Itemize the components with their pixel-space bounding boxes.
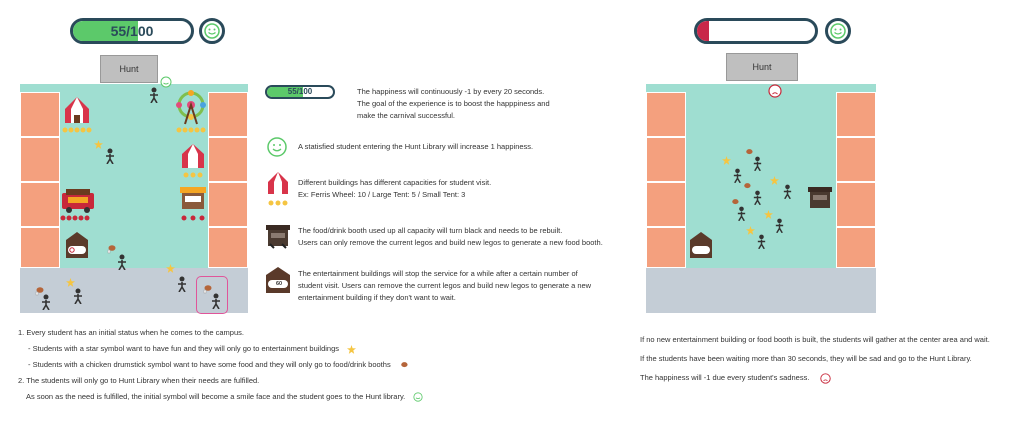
star-icon [347,345,356,354]
hunt-library: Hunt [726,53,798,81]
student-icon [176,276,188,292]
capacity-dots-icon [181,215,205,221]
student-icon [104,148,116,164]
smile-description: A statisfied student entering the Hunt Library will increase 1 happiness. [298,142,534,151]
note-line: - Students with a star symbol want to have fun and they will only go to entertainment buildings [18,341,628,357]
broken-food-booth-icon [806,184,834,212]
student-icon [782,184,793,199]
entrance-ground [646,268,876,313]
side-block [208,182,248,227]
capacity-dots-icon [60,215,90,221]
side-block [20,92,60,137]
notes-left [18,325,628,405]
hunt-library: Hunt [100,55,158,83]
star-icon [722,156,731,165]
side-block [836,227,876,268]
student-icon [756,234,767,249]
ferris-wheel-icon [176,90,206,126]
side-block [20,227,60,268]
star-icon [94,140,103,149]
note-line: As soon as the need is fulfilled, the initial symbol will become a smile face and the student goes to the Hunt library. [18,389,628,405]
note-line: 1. Every student has an initial status when he comes to the campus. [18,328,244,337]
side-block [20,137,60,182]
side-block [20,182,60,227]
student-icon [148,87,160,103]
paused-tent-icon [64,230,90,260]
happiness-value: 55/100 [110,23,154,39]
student-icon [752,156,763,171]
broken-food-booth-icon [264,222,292,250]
paused-tent-icon [688,230,714,260]
small-tent-icon [266,170,290,198]
student-icon [116,254,128,270]
star-icon [764,210,773,219]
small-tent-icon [180,142,206,170]
note-line: - Students with a chicken drumstick symbol want to have some food and they will only go to food/drink booths [18,357,628,373]
capacity-stars-icon [176,127,206,133]
note-line: If the students have been waiting more than 30 seconds, they will be sad and go to the Hunt Library. [640,354,972,363]
star-icon [66,278,75,287]
side-block [646,137,686,182]
student-icon [72,288,84,304]
smile-face-icon [160,76,172,88]
sad-face-icon [820,373,831,384]
paused-tent-icon [264,265,292,295]
side-block [836,137,876,182]
capacity-stars-icon [183,172,203,178]
star-icon [746,226,755,235]
capacity-description: Different buildings has different capacities for student visit. Ex: Ferris Wheel: 10 / Large Tent: 5 / Small Tent: 3 [298,178,492,199]
smile-face-icon [825,18,851,44]
note-line: The happiness will -1 due every student's sadness. [640,368,1020,387]
side-block [836,92,876,137]
smile-face-icon [413,392,423,402]
smile-face-icon [199,18,225,44]
capacity-stars-icon [268,200,288,206]
food-booth-icon [178,185,208,213]
side-block [646,227,686,268]
student-icon [774,218,785,233]
large-tent-icon [62,95,92,125]
side-block [646,92,686,137]
capacity-stars-icon [62,127,92,133]
notes-right [640,330,1020,387]
timer-label: 60 [276,281,283,287]
note-line: 2. The students will only go to Hunt Library when their needs are fulfilled. [18,376,260,385]
star-icon [770,176,779,185]
student-icon [210,293,222,309]
student-icon [732,168,743,183]
happiness-bar [694,18,818,44]
happiness-value [697,21,815,41]
side-block [208,227,248,268]
mini-happiness-bar [265,85,335,99]
student-icon [40,294,52,310]
side-block [208,137,248,182]
drumstick-icon [106,244,116,254]
entertainment-description: The entertainment buildings will stop the service for a while after a certain number of student visit. Users can remove the current legos and build new legos to generate a new entertainment building if they don't want to wait. [298,269,592,302]
drumstick-icon [742,182,751,191]
student-icon [736,206,747,221]
side-block [208,92,248,137]
food-truck-icon [60,185,96,213]
side-block [836,182,876,227]
note-line: If no new entertainment building or food booth is built, the students will gather at the center area and wait. [640,335,990,344]
mini-happiness-value: 55/100 [287,87,313,96]
smile-face-icon [266,136,288,158]
student-icon [752,190,763,205]
drumstick-icon [399,361,408,370]
happiness-description: The happiness will continuously -1 by every 20 seconds. The goal of the experience is to boost the happpiness and make the carnival successful. [357,87,550,120]
sad-face-icon [768,84,782,98]
side-block [646,182,686,227]
star-icon [166,264,175,273]
food-booth-description: The food/drink booth used up all capacity will turn black and needs to be rebuilt. Users can only remove the current legos and build new legos to generate a new food booth. [298,226,603,247]
happiness-bar [70,18,194,44]
